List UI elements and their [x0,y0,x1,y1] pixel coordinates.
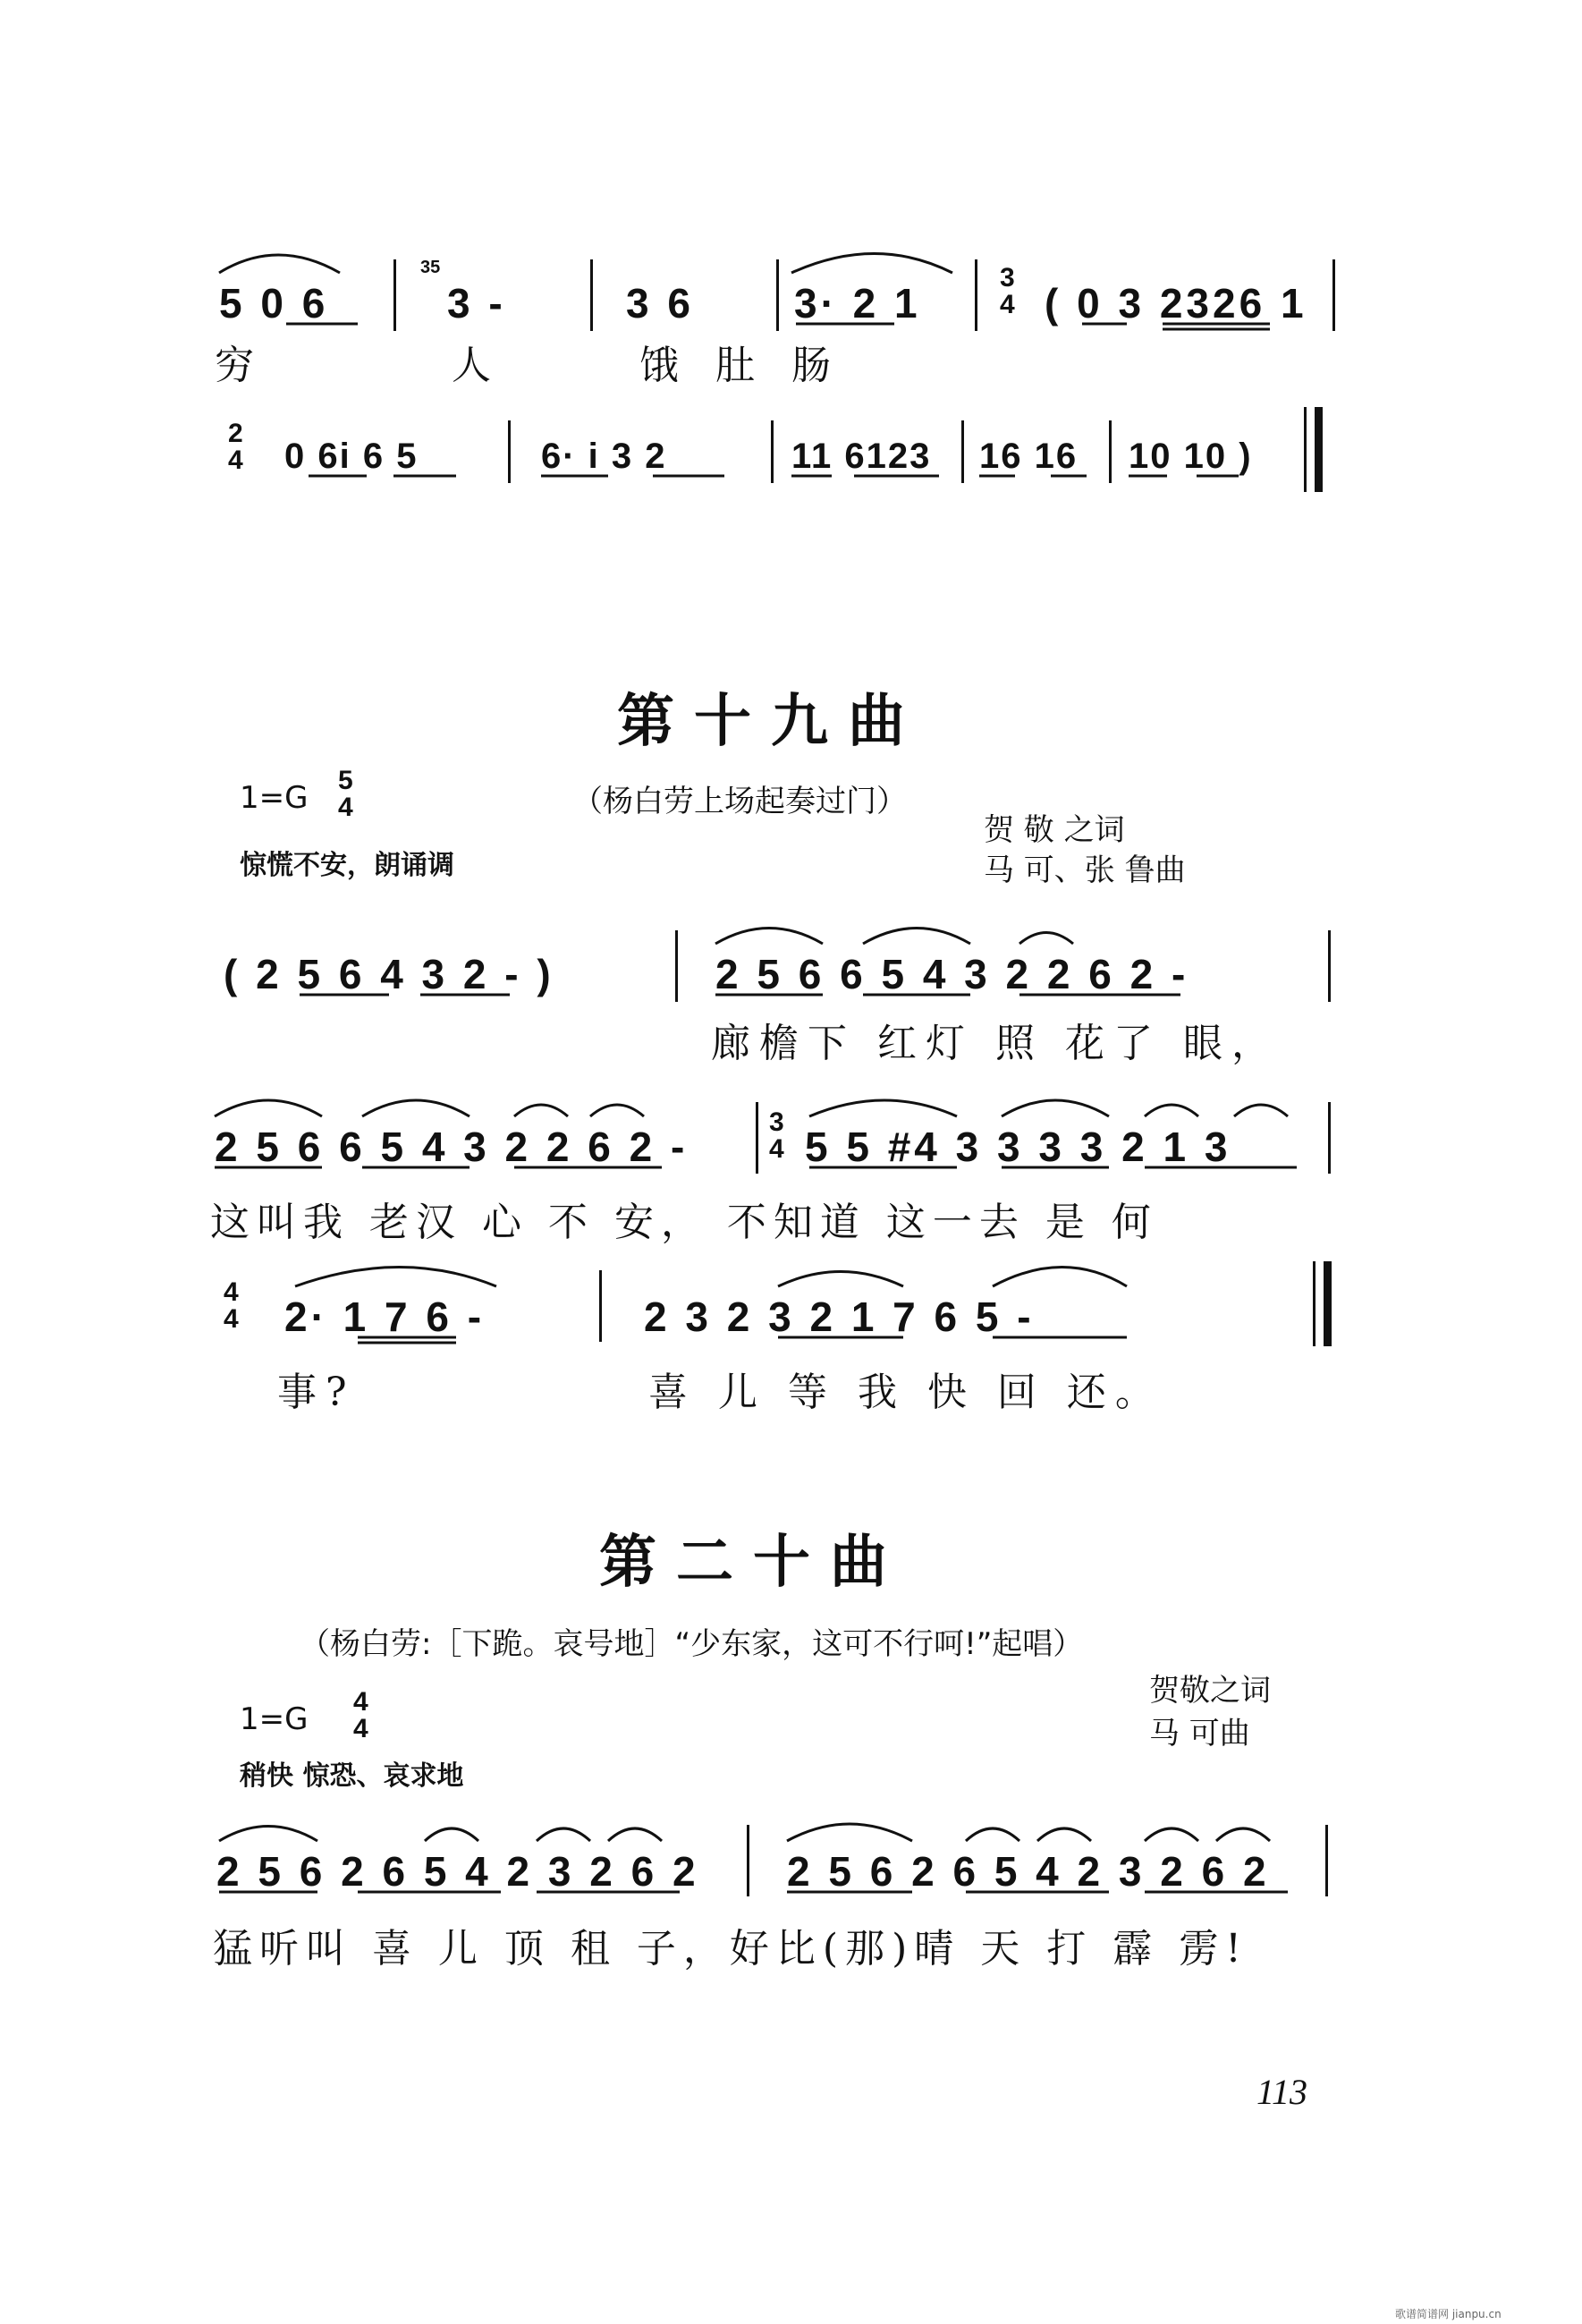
lyric: 穷 [215,343,263,388]
song20-line1-notes-b: 2 5 6 2 6 5 4 2 3 2 6 2 [787,1848,1270,1895]
notes-measure-4: 16 16 [979,437,1079,476]
lyric: 饿 [639,343,688,388]
notes-measure-4: 3· 2 1 [794,280,921,327]
notes-measure-3: 3 6 [626,280,694,327]
song19-line1-lyrics: 廊檐下 红灯 照 花了 眼， [711,1021,1280,1066]
notes-measure-2: 6· i 3 2 [541,437,667,476]
song19-lyricist: 贺 敬 之词 [984,812,1125,848]
notes-measure-1: 0 6i 6 5 [284,437,419,476]
song19-intro-notes: ( 2 5 6 4 3 2 - ) [224,951,554,997]
watermark: 歌谱简谱网 jianpu.cn [1395,2308,1502,2320]
notes-measure-2: 3 - [447,280,506,327]
song20-performance-note: （杨白劳:［下跪。哀号地］“少东家，这可不行呵!”起唱） [300,1626,1084,1662]
song20-tempo: 稍快 惊恐、哀求地 [240,1760,464,1792]
song19-line2-notes-a: 2 5 6 6 5 4 3 2 2 6 2 - [215,1124,689,1170]
song19-line2-time-signature: 3 4 [769,1107,784,1164]
song20-composer: 马 可曲 [1149,1716,1250,1751]
page-number: 113 [1256,2072,1308,2112]
lyric: 肚 [715,343,764,388]
grace-note: 35 [420,258,441,277]
song19-key: 1=G [240,780,309,816]
song19-line3-notes-b: 2 3 2 3 2 1 7 6 5 - [644,1293,1035,1340]
song19-tempo: 惊慌不安，朗诵调 [240,850,454,881]
song20-line1-notes-a: 2 5 6 2 6 5 4 2 3 2 6 2 [216,1848,699,1895]
song19-line1-notes: 2 5 6 6 5 4 3 2 2 6 2 - [715,951,1189,997]
notes-measure-1: 5 0 6 [219,280,329,327]
song19-line3-notes-a: 2· 1 7 6 - [284,1293,486,1340]
time-signature: 3 4 [1000,263,1015,319]
notes-measure-3: 11 6123 [791,437,932,476]
song20-time-signature: 4 4 [353,1687,368,1743]
song20-title: 第二十曲 [599,1529,907,1596]
lyric: 肠 [791,343,840,388]
time-signature: 2 4 [228,419,243,475]
song19-composer: 马 可、张 鲁曲 [984,852,1186,888]
song19-line2-lyrics: 这叫我 老汉 心 不 安， 不知道 这一去 是 何 [210,1200,1158,1245]
song19-line3-lyrics-a: 事? [277,1370,356,1415]
song19-time-signature: 5 4 [338,766,353,822]
lyric: 人 [452,343,500,388]
notes-measure-5: 10 10 ) [1129,437,1253,476]
notes-measure-5: ( 0 3 2326 1 [1045,280,1307,327]
song20-key: 1=G [240,1701,309,1737]
song19-line3-lyrics-b: 喜 儿 等 我 快 回 还。 [648,1370,1163,1415]
song19-line3-time-signature: 4 4 [224,1277,239,1334]
song20-lyricist: 贺敬之词 [1149,1673,1271,1709]
song19-title: 第十九曲 [617,688,925,755]
song20-line1-lyrics: 猛听叫 喜 儿 顶 租 子，好比(那)晴 天 打 霹 雳! [213,1926,1248,1972]
slur-arcs [215,254,1288,1842]
song19-performance-note: （杨白劳上场起奏过门） [572,784,907,819]
song19-line2-notes-b: 5 5 #4 3 3 3 3 2 1 3 [805,1124,1231,1170]
